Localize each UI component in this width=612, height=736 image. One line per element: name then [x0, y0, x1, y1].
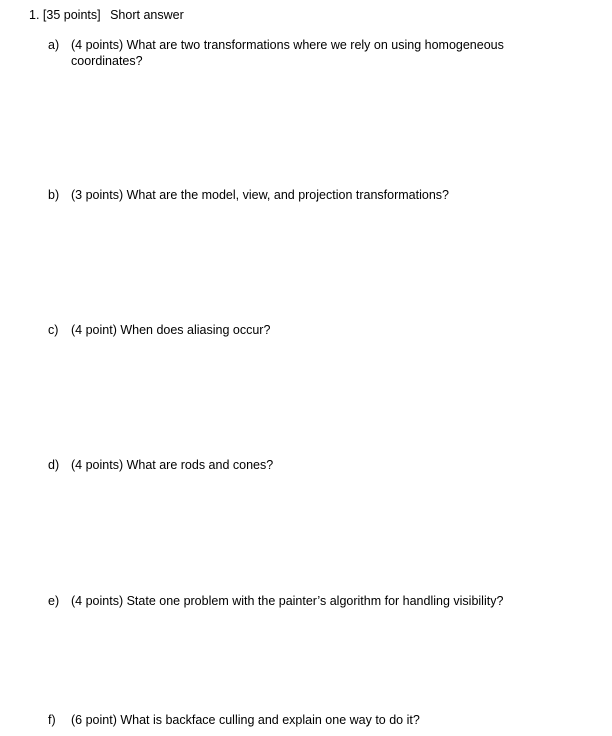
question-points: [35 points]: [42, 8, 101, 22]
item-text: (3 points) What are the model, view, and projection transformations?: [71, 188, 449, 202]
item-text: (4 points) State one problem with the painter’s algorithm for handling visibility?: [71, 594, 504, 608]
item-text: (4 points) What are rods and cones?: [71, 458, 274, 472]
item-letter: b): [48, 188, 60, 202]
item-text: (4 points) What are two transformations where we rely on using homogeneous coordinates?: [71, 38, 504, 68]
item-text: (6 point) What is backface culling and explain one way to do it?: [71, 713, 420, 727]
question-title: Short answer: [110, 8, 184, 22]
item-letter: a): [48, 38, 60, 52]
item-letter: e): [48, 594, 60, 608]
item-letter: f): [48, 713, 56, 727]
item-letter: c): [48, 323, 59, 337]
item-text: (4 point) When does aliasing occur?: [71, 323, 271, 337]
question-header: [29, 7, 184, 23]
item-letter: d): [48, 458, 60, 472]
question-number: 1.: [29, 8, 40, 22]
